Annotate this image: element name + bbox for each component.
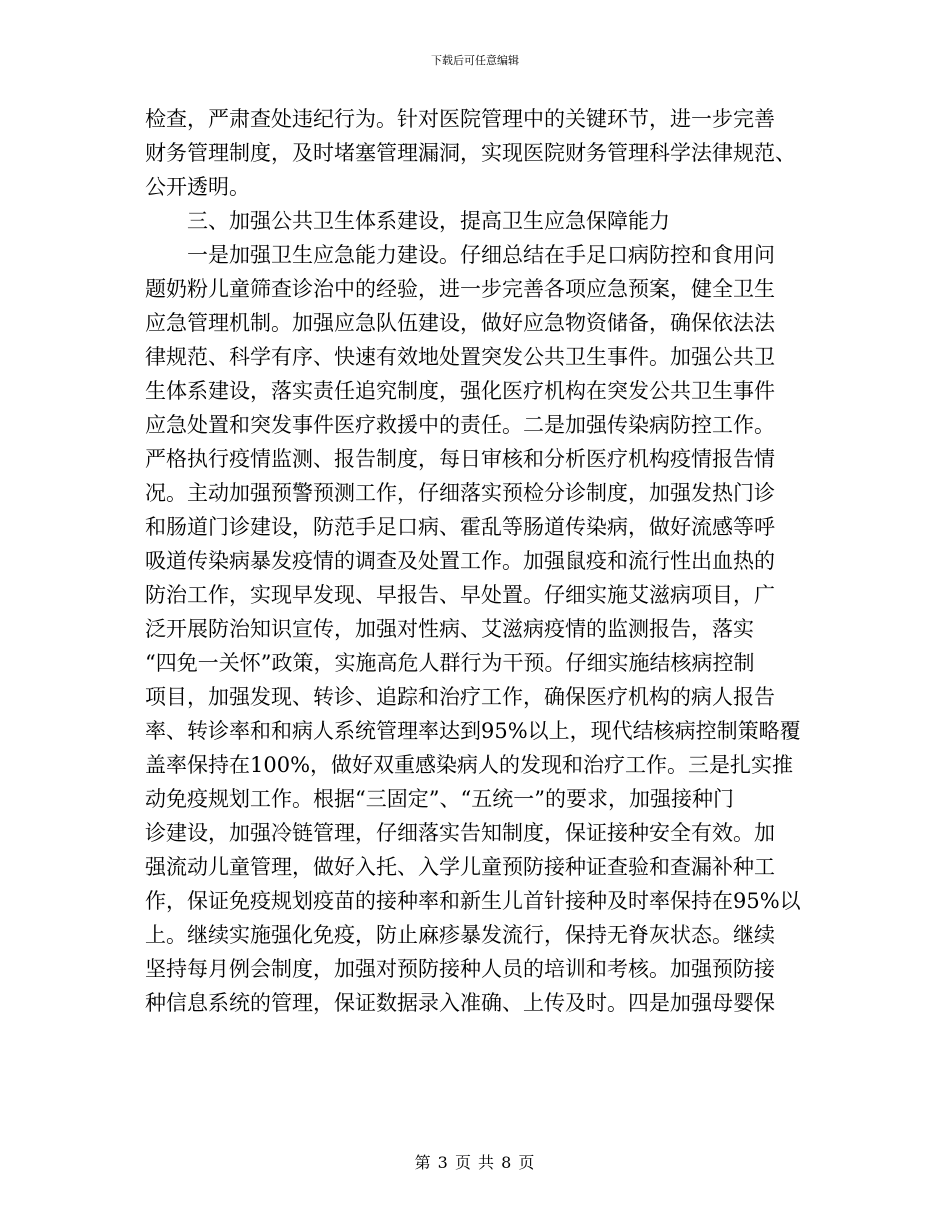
text-line: 诊建设，加强冷链管理，仔细落实告知制度，保证接种安全有效。加 <box>145 821 775 845</box>
text-line: 公开透明。 <box>145 175 250 199</box>
text-line: 况。主动加强预警预测工作，仔细落实预检分诊制度，加强发热门诊 <box>145 481 775 505</box>
text-line: 检查，严肃查处违纪行为。针对医院管理中的关键环节，进一步完善 <box>145 107 775 131</box>
document-body <box>145 102 805 1020</box>
text-line: 泛开展防治知识宣传，加强对性病、艾滋病疫情的监测报告，落实 <box>145 617 754 641</box>
text-line: 严格执行疫情监测、报告制度，每日审核和分析医疗机构疫情报告情 <box>145 447 775 471</box>
text-line: 财务管理制度，及时堵塞管理漏洞，实现医院财务管理科学法律规范、 <box>145 141 796 165</box>
text-line: 坚持每月例会制度，加强对预防接种人员的培训和考核。加强预防接 <box>145 957 775 981</box>
page-number-footer: 第 3 页 共 8 页 <box>414 1153 536 1172</box>
text-line: “四免一关怀”政策，实施高危人群行为干预。仔细实施结核病控制 <box>145 651 755 675</box>
text-line: 项目，加强发现、转诊、追踪和治疗工作，确保医疗机构的病人报告 <box>145 685 775 709</box>
text-line: 题奶粉儿童筛查诊治中的经验，进一步完善各项应急预案，健全卫生 <box>145 277 775 301</box>
text-line: 强流动儿童管理，做好入托、入学儿童预防接种证查验和查漏补种工 <box>145 855 775 879</box>
text-line: 作，保证免疫规划疫苗的接种率和新生儿首针接种及时率保持在95%以 <box>145 889 801 913</box>
page-header: 下载后可任意编辑 <box>431 54 519 67</box>
text-line: 应急处置和突发事件医疗救援中的责任。二是加强传染病防控工作。 <box>145 413 775 437</box>
text-line: 应急管理机制。加强应急队伍建设，做好应急物资储备，确保依法法 <box>145 311 775 335</box>
section-heading: 三、加强公共卫生体系建设，提高卫生应急保障能力 <box>145 209 670 233</box>
text-line: 盖率保持在100%，做好双重感染病人的发现和治疗工作。三是扎实推 <box>145 753 794 777</box>
text-line: 率、转诊率和和病人系统管理率达到95%以上，现代结核病控制策略覆 <box>145 719 801 743</box>
text-line: 和肠道门诊建设，防范手足口病、霍乱等肠道传染病，做好流感等呼 <box>145 515 775 539</box>
text-line: 种信息系统的管理，保证数据录入准确、上传及时。四是加强母婴保 <box>145 991 775 1015</box>
text-line: 上。继续实施强化免疫，防止麻疹暴发流行，保持无脊灰状态。继续 <box>145 923 775 947</box>
text-line: 防治工作，实现早发现、早报告、早处置。仔细实施艾滋病项目，广 <box>145 583 775 607</box>
text-line: 动免疫规划工作。根据“三固定”、“五统一”的要求，加强接种门 <box>145 787 734 811</box>
text-line: 生体系建设，落实责任追究制度，强化医疗机构在突发公共卫生事件 <box>145 379 775 403</box>
text-line: 吸道传染病暴发疫情的调查及处置工作。加强鼠疫和流行性出血热的 <box>145 549 775 573</box>
text-line: 律规范、科学有序、快速有效地处置突发公共卫生事件。加强公共卫 <box>145 345 775 369</box>
text-line: 一是加强卫生应急能力建设。仔细总结在手足口病防控和食用问 <box>145 243 775 267</box>
